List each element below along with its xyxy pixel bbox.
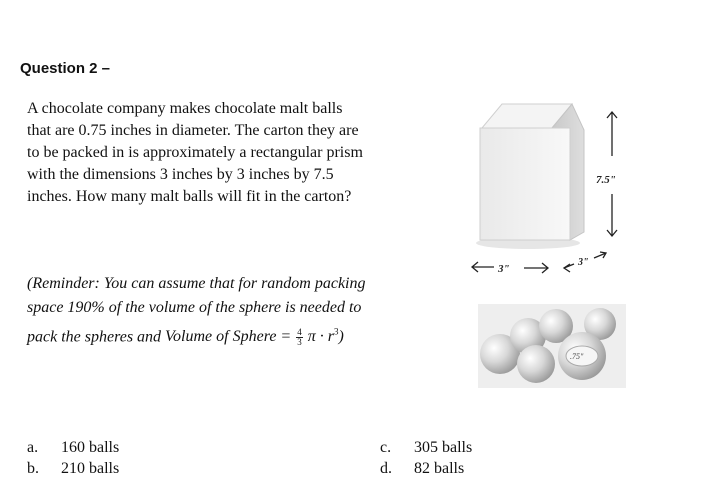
reminder-text bbox=[27, 272, 372, 349]
formula-denominator: 3 bbox=[297, 337, 302, 348]
formula-fraction bbox=[296, 328, 303, 347]
answer-column-right bbox=[380, 437, 472, 479]
malt-balls-photo bbox=[478, 304, 626, 388]
ball-diameter-label: .75" bbox=[570, 352, 584, 361]
formula-numerator: 4 bbox=[297, 327, 302, 338]
answer-text: 305 balls bbox=[414, 439, 473, 456]
formula-exponent: 3 bbox=[333, 327, 339, 337]
problem-text: A chocolate company makes chocolate malt balls that are 0.75 inches in diameter. The carton they are to be packed in is approximately a rectangular prism with the dimensions 3 inches by 3 inches by 7.5 inches. How many malt balls will fit in the carton? bbox=[27, 100, 363, 205]
milk-carton-figure bbox=[460, 90, 640, 280]
formula-end: ) bbox=[338, 328, 344, 346]
formula-lead: Volume of Sphere = bbox=[165, 328, 292, 346]
answer-column-left bbox=[27, 437, 119, 479]
answer-text: 210 balls bbox=[61, 460, 120, 477]
question-heading: Question 2 – bbox=[20, 60, 111, 77]
reminder-sentence: (Reminder: You can assume that for random packing space 190% of the volume of the sphere is needed to pack the spheres and bbox=[27, 275, 366, 346]
answer-option-a bbox=[27, 437, 119, 458]
width-label: 3" bbox=[498, 263, 510, 275]
answer-option-c bbox=[380, 437, 472, 458]
answer-letter: b. bbox=[27, 460, 39, 477]
height-label: 7.5" bbox=[596, 174, 616, 186]
carton-front bbox=[480, 128, 570, 240]
answer-text: 160 balls bbox=[61, 439, 120, 456]
depth-label: 3" bbox=[578, 257, 589, 268]
malt-ball bbox=[517, 345, 555, 383]
answer-option-b bbox=[27, 458, 119, 479]
formula-middle: π · r bbox=[307, 328, 334, 346]
answer-letter: d. bbox=[380, 460, 392, 477]
answer-option-d bbox=[380, 458, 472, 479]
answer-text: 82 balls bbox=[414, 460, 465, 477]
width-arrow bbox=[472, 262, 548, 273]
answer-letter: a. bbox=[27, 439, 39, 456]
answer-letter: c. bbox=[380, 439, 392, 456]
sphere-volume-formula bbox=[165, 327, 344, 348]
